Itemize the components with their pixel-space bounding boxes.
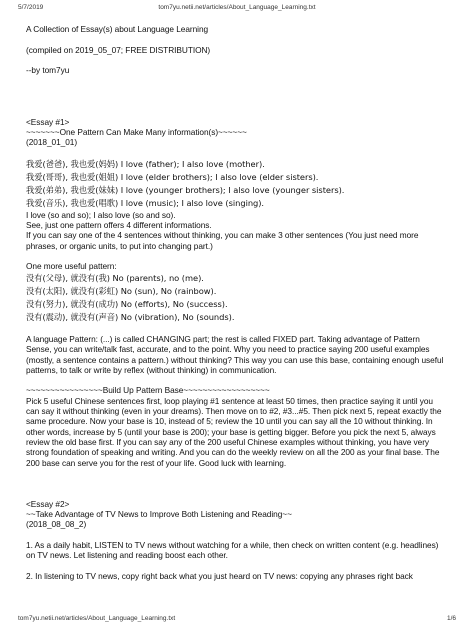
essay2-heading: ~~Take Advantage of TV News to Improve Both Listening and Reading~~ (26, 508, 292, 519)
compiled-line: (compiled on 2019_05_07; FREE DISTRIBUTION) (26, 44, 211, 55)
essay1-more-label: One more useful pattern: (26, 261, 117, 272)
footer-url: tom7yu.netii.net/articles/About_Language_Learning.txt (18, 615, 176, 622)
header-url: tom7yu.netii.net/articles/About_Language_Learning.txt (158, 4, 316, 11)
essay2-label: <Essay #2> (26, 498, 70, 509)
document-body (26, 24, 446, 581)
page-footer (0, 614, 474, 624)
essay1-if-paragraph: If you can say one of the 4 sentences without thinking, you can make 3 other sentences (You just need more phrases, or organic units, to put into changing part.) (26, 230, 419, 251)
author-line: --by tom7yu (26, 65, 70, 76)
essay1-more-example: 没有(震动), 就没有(声音) No (vibration), No (sounds). (26, 311, 235, 322)
header-date: 5/7/2019 (18, 4, 44, 11)
page-header (0, 3, 474, 13)
essay1-heading: ~~~~~~~One Pattern Can Make Many information(s)~~~~~~ (26, 126, 247, 137)
essay1-more-example: 没有(太阳), 就没有(彩虹) No (sun), No (rainbow). (26, 285, 217, 296)
essay1-see-line: See, just one pattern offers 4 different informations. (26, 220, 212, 231)
footer-page-number: 1/6 (446, 615, 456, 622)
essay1-example: 我爱(爸爸), 我也爱(妈妈) I love (father); I also love (mother). (26, 158, 265, 169)
essay2-paragraph-2: 2. In listening to TV news, copy right back what you just heard on TV news: copying any phrases right back (26, 570, 413, 581)
essay1-label: <Essay #1> (26, 116, 70, 127)
essay1-so-line: I love (so and so); I also love (so and so). (26, 209, 176, 220)
essay1-example: 我爱(哥哥), 我也爱(姐姐) I love (elder brothers); I also love (elder sisters). (26, 171, 319, 182)
essay1-example: 我爱(弟弟), 我也爱(妹妹) I love (younger brothers); I also love (younger sisters). (26, 184, 345, 195)
document-title: A Collection of Essay(s) about Language Learning (26, 24, 209, 34)
build-base-heading: ~~~~~~~~~~~~~~~~Build Up Pattern Base~~~~~~~~~~~~~~~~~~ (26, 385, 270, 396)
essay1-more-example: 没有(父母), 就没有(我) No (parents), no (me). (26, 272, 204, 283)
essay1-more-example: 没有(努力), 就没有(成功) No (efforts), No (success). (26, 298, 228, 309)
essay1-pattern-paragraph: A language Pattern: (...) is called CHANGING part; the rest is called FIXED part. Taking advantage of Pattern Sense, you can write/talk fast, accurate, and to the point. Why you need to practice saying 200 useful examples (mostly, a sentence contains a pattern.) without thinking? This way you can use this base, containing enough useful patterns, to talk or write by reflex (without thinking) in communication. (26, 333, 444, 375)
essay1-example: 我爱(音乐), 我也爱(唱歌) I love (music); I also love (singing). (26, 197, 265, 208)
essay2-paragraph-1: 1. As a daily habit, LISTEN to TV news without watching for a while, then check on written content (e.g. headlines) on TV news. Let listening and reading boost each other. (26, 539, 439, 561)
build-base-paragraph: Pick 5 useful Chinese sentences first, loop playing #1 sentence at least 50 times, then practice saying it until you can say it without thinking (even in your dreams). Then move on to #2, #3...#5. Then pick next 5, repeat exactly the same procedure. Now your base is 10, instead of 5; review the 10 until you can say all the 10 without thinking. In other words, increase by 5 (until your base is 200); your base is getting bigger. Before you pick the next 5, always review the old base first. If you can say any of the 200 useful Chinese examples without thinking, you have very strong foundation of speaking and writing. And you can do the weekly review on all the 200 as your final base. The 200 base can serve you for the rest of your life. Good luck with learning. (26, 395, 442, 468)
essay1-date: (2018_01_01) (26, 137, 78, 148)
essay2-date: (2018_08_08_2) (26, 519, 87, 530)
